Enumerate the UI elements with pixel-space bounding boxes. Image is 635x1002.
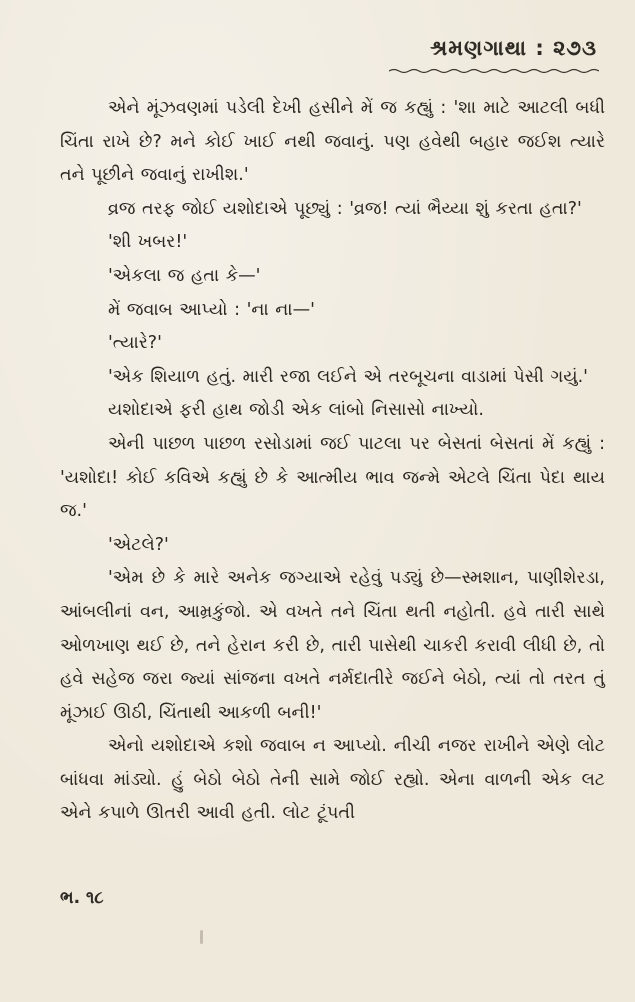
paragraph: એની પાછળ પાછળ રસોડામાં જઈ પાટલા પર બેસતાં બેસતાં મેં કહ્યું : 'યશોદા! કોઈ કવિએ કહ્યું છે કે આત્મીય ભાવ જન્મે એટલે ચિંતા પેદા થાય જ.' [60,433,605,522]
paragraph: વ્રજ તરફ જોઈ યશોદાએ પૂછ્યું : 'વ્રજ! ત્યાં ભૈય્યા શું કરતા હતા?' [108,198,582,219]
paragraph: 'શી ખબર!' [108,232,188,253]
running-head: શ્રમણગાથા : ૨૭૩ [430,36,597,60]
paragraph: 'એમ છે કે મારે અનેક જગ્યાએ રહેવું પડ્યું છે—સ્મશાન, પાણીશેરડા, આંબલીનાં વન, આમ્રકુંજો. એ વખતે તને ચિંતા થતી નહોતી. હવે તારી સાથે ઓળખાણ થઈ છે, તને હેરાન કરી છે, તારી પાસેથી ચાકરી કરાવી લીધી છે, તો હવે સહેજ જરા જ્યાં સાંજના વખતે નર્મદાતીરે જઈને બેઠો, ત્યાં તો તરત તું મૂંઝાઈ ઊઠી, ચિંતાથી આકળી બની!' [60,568,606,723]
paragraph: 'ત્યારે?' [108,333,162,354]
paragraph: મેં જવાબ આપ્યો : 'ના ના—' [108,299,315,320]
paragraph: એને મૂંઝવણમાં પડેલી દેખી હસીને મેં જ કહ્યું : 'શા માટે આટલી બધી ચિંતા રાખે છે? મને કોઈ ખાઈ નથી જવાનું. પણ હવેથી બહાર જઈશ ત્યારે તને પૂછીને જવાનું રાખીશ.' [60,98,605,186]
print-smudge [200,930,203,944]
paragraph: યશોદાએ ફરી હાથ જોડી એક લાંબો નિસાસો નાખ્યો. [108,400,484,421]
signature-mark: ભ. ૧૮ [60,888,104,908]
paragraph: 'એટલે?' [108,534,169,555]
paragraph: 'એક શિયાળ હતું. મારી રજા લઈને એ તરબૂચના વાડામાં પેસી ગયું.' [108,366,588,387]
body-text [60,92,605,831]
paragraph: એનો યશોદાએ કશો જવાબ ન આપ્યો. નીચી નજર રાખીને એણે લોટ બાંધવા માંડ્યો. હું બેઠો બેઠો તેની સામે જોઈ રહ્યો. એના વાળની એક લટ એને કપાળે ઊતરી આવી હતી. લોટ ટૂંપતી [60,736,605,824]
running-head-wavy-rule [389,68,599,74]
paragraph: 'એકલા જ હતા કે—' [108,265,261,286]
